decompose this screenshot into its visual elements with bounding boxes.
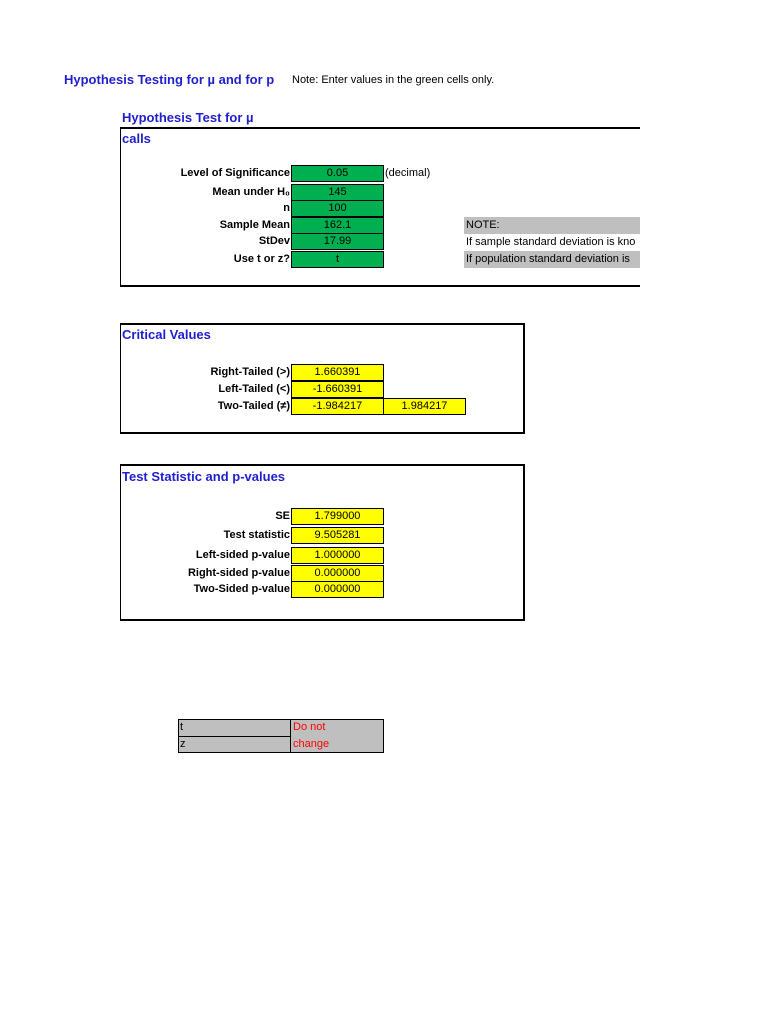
section-mu-subheading: calls bbox=[122, 131, 151, 146]
label-significance: Level of Significance bbox=[180, 167, 290, 179]
lookup-option-z: z bbox=[180, 738, 186, 750]
input-significance[interactable]: 0.05 bbox=[291, 165, 384, 182]
label-right-tailed: Right-Tailed (>) bbox=[210, 366, 290, 378]
value-right-sided-p: 0.000000 bbox=[291, 565, 384, 582]
value-se: 1.799000 bbox=[291, 508, 384, 525]
value-two-sided-p: 0.000000 bbox=[291, 581, 384, 598]
value-test-statistic: 9.505281 bbox=[291, 527, 384, 544]
section-mu-heading: Hypothesis Test for µ bbox=[122, 110, 254, 125]
value-left-sided-p: 1.000000 bbox=[291, 547, 384, 564]
note-box-line-2: If population standard deviation is bbox=[464, 251, 640, 268]
value-two-tailed-upper: 1.984217 bbox=[383, 398, 466, 415]
note-box-title: NOTE: bbox=[464, 217, 640, 234]
input-t-or-z[interactable]: t bbox=[291, 251, 384, 268]
label-sample-mean: Sample Mean bbox=[219, 219, 290, 231]
label-t-or-z: Use t or z? bbox=[233, 253, 290, 265]
lookup-column-divider bbox=[290, 719, 291, 753]
label-left-sided-p: Left-sided p-value bbox=[195, 549, 290, 561]
label-stdev: StDev bbox=[258, 235, 290, 247]
label-test-statistic: Test statistic bbox=[223, 529, 290, 541]
significance-unit: (decimal) bbox=[385, 167, 431, 179]
critical-values-heading: Critical Values bbox=[122, 327, 211, 342]
input-n[interactable]: 100 bbox=[291, 200, 384, 217]
lookup-option-t: t bbox=[180, 721, 184, 733]
lookup-divider bbox=[178, 736, 291, 737]
label-n: n bbox=[283, 202, 290, 214]
page-title: Hypothesis Testing for µ and for p bbox=[64, 72, 275, 87]
label-left-tailed: Left-Tailed (<) bbox=[218, 383, 290, 395]
value-right-tailed: 1.660391 bbox=[291, 364, 384, 381]
value-left-tailed: -1.660391 bbox=[291, 381, 384, 398]
label-se: SE bbox=[275, 510, 290, 522]
input-stdev[interactable]: 17.99 bbox=[291, 233, 384, 250]
instruction-note: Note: Enter values in the green cells only. bbox=[292, 74, 495, 86]
value-two-tailed-lower: -1.984217 bbox=[291, 398, 384, 415]
lookup-warning-line-2: change bbox=[293, 738, 330, 750]
input-mean-under-h0[interactable]: 145 bbox=[291, 184, 384, 201]
test-statistic-heading: Test Statistic and p-values bbox=[122, 469, 286, 484]
lookup-warning-line-1: Do not bbox=[293, 721, 326, 733]
label-two-sided-p: Two-Sided p-value bbox=[193, 583, 290, 595]
label-two-tailed: Two-Tailed (≠) bbox=[217, 400, 290, 412]
label-mean-under-h0: Mean under H₀ bbox=[212, 186, 290, 198]
input-sample-mean[interactable]: 162.1 bbox=[291, 217, 384, 234]
label-right-sided-p: Right-sided p-value bbox=[187, 567, 290, 579]
note-box-line-1: If sample standard deviation is kno bbox=[466, 236, 636, 248]
